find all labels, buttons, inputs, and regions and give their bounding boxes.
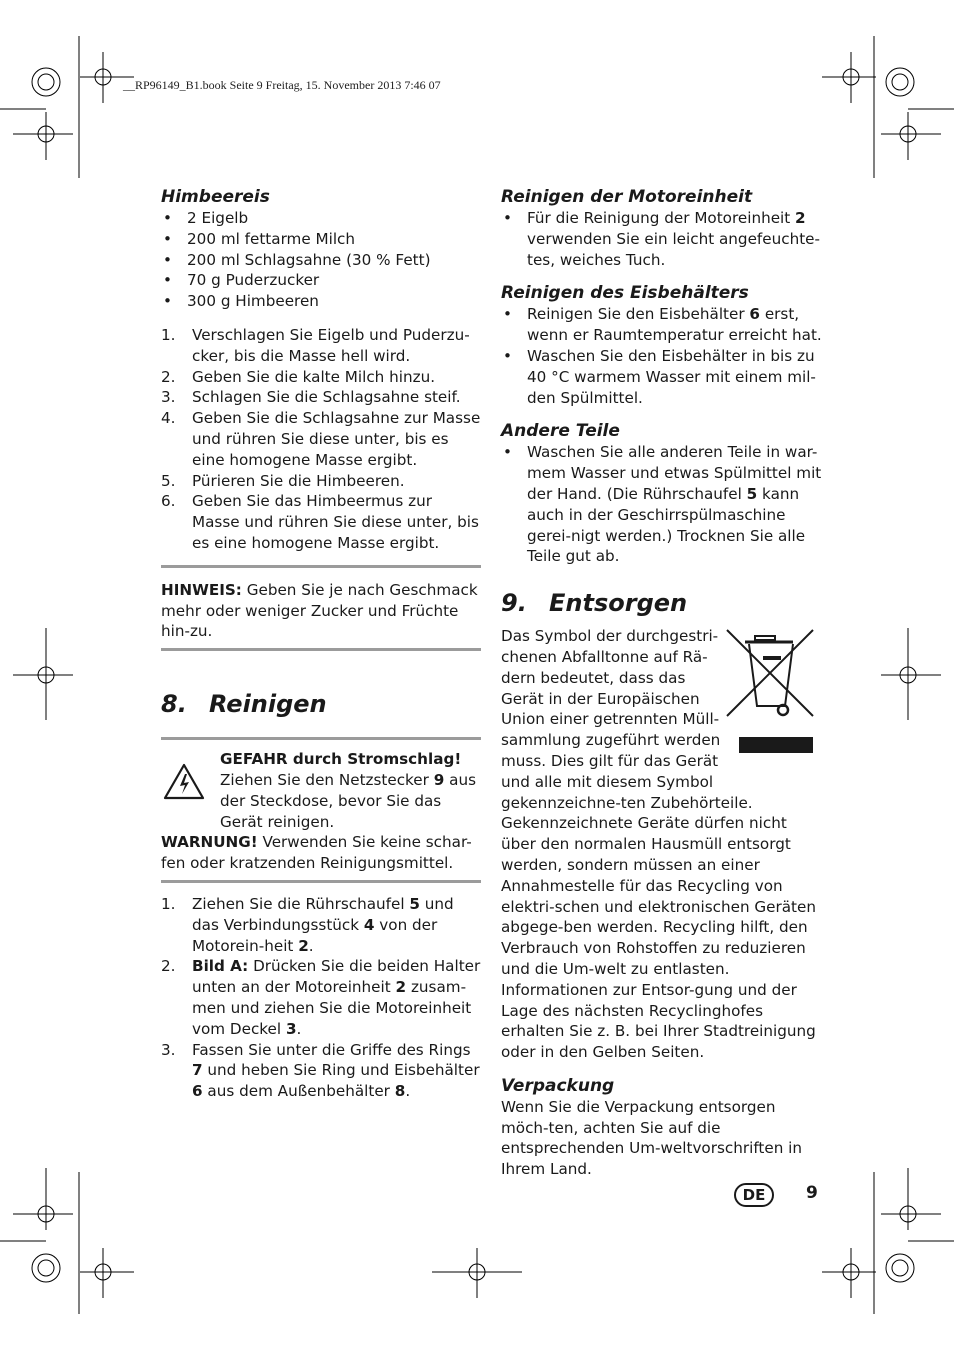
text: Reinigen Sie den Eisbehälter	[527, 305, 750, 324]
section-number: 8.	[161, 690, 187, 719]
other-parts-list	[501, 442, 823, 567]
hinweis-note	[161, 580, 483, 642]
figure-ref: Bild A:	[192, 957, 249, 976]
list-item	[161, 956, 483, 1039]
text: Für die Reinigung der Motoreinheit	[527, 209, 796, 227]
page-number: 9	[806, 1183, 818, 1203]
list-item	[161, 894, 483, 956]
divider	[161, 648, 481, 651]
motor-cleaning-heading: Reinigen der Motoreinheit	[501, 187, 753, 207]
warning-note	[161, 832, 483, 874]
packaging-heading: Verpackung	[501, 1075, 615, 1096]
himbeereis-heading: Himbeereis	[161, 187, 270, 207]
section-title: Reinigen	[209, 690, 327, 719]
packaging-text: Wenn Sie die Verpackung entsorgen möch-ten, achten Sie auf die entsprechenden Um-weltvorschriften in Ihrem Land.	[501, 1097, 802, 1179]
text: .	[308, 936, 314, 955]
line: muss. Dies gilt für das Gerät	[501, 751, 719, 770]
hinweis-label: HINWEIS:	[161, 580, 242, 599]
container-cleaning-list	[501, 304, 823, 408]
left-column	[161, 186, 483, 1102]
list-item	[161, 367, 483, 388]
container-cleaning-heading: Reinigen des Eisbehälters	[501, 283, 749, 304]
step-number: 6.	[161, 492, 176, 511]
part-ref: 5	[409, 894, 420, 913]
step-number: 2.	[161, 367, 176, 386]
text: Waschen Sie alle anderen Teile in war-mem Wasser und etwas Spülmittel mit der Hand. (Die Rührschaufel	[527, 443, 822, 503]
language-badge: DE	[734, 1183, 774, 1207]
section-9-heading	[501, 588, 823, 618]
list-item	[501, 208, 823, 270]
black-bar	[739, 737, 813, 753]
line: chenen Abfalltonne auf Rä-	[501, 647, 708, 666]
recipe-steps	[161, 325, 483, 554]
step-number: 1.	[161, 325, 176, 344]
text: Ziehen Sie den Netzstecker	[220, 770, 434, 789]
text: kann auch in der Geschirrspülmaschine gerei-nigt werden.) Trocknen Sie alle Teile gut ab.	[527, 484, 806, 566]
line: dern bedeutet, dass das	[501, 668, 686, 687]
list-item	[161, 325, 483, 367]
text: zusam-men und ziehen Sie die Motoreinheit vom Deckel	[192, 978, 472, 1038]
list-item: • 200 ml fettarme Milch	[161, 229, 483, 250]
text: Ziehen Sie die Rührschaufel	[192, 894, 410, 913]
text: aus dem Außenbehälter	[202, 1082, 395, 1101]
text: und das Verbindungsstück	[192, 894, 454, 934]
line: Union einer getrennten Müll-	[501, 710, 720, 729]
danger-box	[161, 749, 483, 832]
divider	[161, 737, 481, 740]
section-8-heading	[161, 689, 483, 719]
text: und heben Sie Ring und Eisbehälter	[202, 1061, 480, 1080]
line: Gerät in der Europäischen	[501, 689, 700, 708]
part-ref: 5	[746, 484, 758, 503]
ingredient-list	[161, 208, 483, 312]
print-header: __RP96149_B1.book Seite 9 Freitag, 15. November 2013 7:46 07	[123, 78, 441, 92]
list-item: • 300 g Himbeeren	[161, 291, 483, 312]
hinweis-text: Geben Sie je nach Geschmack mehr oder weniger Zucker und Früchte hin-zu.	[161, 580, 478, 641]
line: Das Symbol der durchgestri-	[501, 627, 719, 646]
list-item: • 70 g Puderzucker	[161, 270, 483, 291]
part-ref: 7	[192, 1061, 203, 1080]
text: .	[296, 1019, 302, 1038]
part-ref: 4	[363, 915, 375, 934]
list-item	[161, 471, 483, 492]
crossed-out-wheelie-bin-icon	[723, 626, 819, 721]
right-column	[501, 186, 823, 1180]
part-ref: 8	[394, 1082, 406, 1101]
section-title: Entsorgen	[549, 589, 688, 618]
list-item	[161, 387, 483, 408]
other-parts-heading: Andere Teile	[501, 421, 620, 442]
part-ref: 6	[192, 1082, 203, 1101]
list-item	[161, 491, 483, 553]
step-number: 2.	[161, 957, 176, 976]
part-ref: 6	[749, 305, 760, 324]
cleaning-steps	[161, 894, 483, 1102]
step-text: Geben Sie das Himbeermus zur Masse und rühren Sie diese unter, bis es eine homogene Masse ergibt.	[192, 492, 479, 552]
step-text: Verschlagen Sie Eigelb und Puderzu-cker, bis die Masse hell wird.	[192, 325, 470, 365]
step-number: 5.	[161, 471, 176, 490]
divider	[161, 880, 481, 883]
list-item	[501, 304, 823, 346]
step-text: Schlagen Sie die Schlagsahne steif.	[192, 388, 461, 407]
motor-cleaning-list	[501, 208, 823, 270]
list-item: • 200 ml Schlagsahne (30 % Fett)	[161, 250, 483, 271]
list-item: • Waschen Sie den Eisbehälter in bis zu 40 °C warmem Wasser mit einem mil-den Spülmittel.	[501, 346, 823, 408]
list-item	[161, 408, 483, 470]
section-number: 9.	[501, 589, 527, 618]
text: .	[405, 1082, 411, 1101]
text: Fassen Sie unter die Griffe des Rings	[192, 1040, 471, 1059]
step-text: Pürieren Sie die Himbeeren.	[192, 471, 405, 490]
list-item	[161, 1040, 483, 1102]
text: Drücken Sie die beiden Halter unten an der Motoreinheit	[192, 957, 481, 997]
warning-label: WARNUNG!	[161, 833, 258, 852]
danger-text	[220, 770, 483, 832]
step-number: 4.	[161, 409, 176, 428]
part-ref: 2	[795, 209, 806, 227]
text: verwenden Sie ein leicht angefeuchte-tes, weiches Tuch.	[527, 229, 820, 269]
text: erst, wenn er Raumtemperatur erreicht hat.	[527, 305, 822, 345]
warning-text: Verwenden Sie keine schar-fen oder kratzenden Reinigungsmittel.	[161, 833, 472, 873]
text: von der Motorein-heit	[192, 915, 438, 955]
part-ref: 3	[285, 1019, 297, 1038]
part-ref: 9	[433, 770, 445, 789]
line: sammlung zugeführt werden	[501, 731, 721, 750]
list-item: • 2 Eigelb	[161, 208, 483, 229]
divider	[161, 565, 481, 568]
text: aus der Steckdose, bevor Sie das Gerät reinigen.	[220, 770, 476, 831]
step-number: 3.	[161, 1040, 176, 1059]
step-number: 1.	[161, 894, 176, 913]
electric-hazard-icon	[163, 763, 205, 801]
disposal-text	[501, 626, 823, 1063]
step-text: Geben Sie die kalte Milch hinzu.	[192, 367, 436, 386]
danger-title: GEFAHR durch Stromschlag!	[220, 750, 462, 769]
step-text: Geben Sie die Schlagsahne zur Masse und rühren Sie diese unter, bis es eine homogene Masse ergibt.	[192, 409, 481, 469]
disposal-rest: und alle mit diesem Symbol gekennzeichne-ten Zubehörteile. Gekennzeichnete Geräte dürfen nicht über den normalen Hausmüll entsorgt werden, sondern müssen an einer Annahmestelle für das Recycling von elektri-schen und elektronischen Geräten abgege-ben werden. Recycling hilft, den Verbrauch von Rohstoffen zu reduzieren und die Um-welt zu entlasten. Informationen zur Entsor-gung und der Lage des nächsten Recyclinghofes erhalten Sie z. B. bei Ihrer Stadtreinigung oder in den Gelben Seiten.	[501, 772, 816, 1062]
step-number: 3.	[161, 388, 176, 407]
list-item	[501, 442, 823, 567]
part-ref: 2	[395, 978, 407, 997]
part-ref: 2	[298, 936, 309, 955]
